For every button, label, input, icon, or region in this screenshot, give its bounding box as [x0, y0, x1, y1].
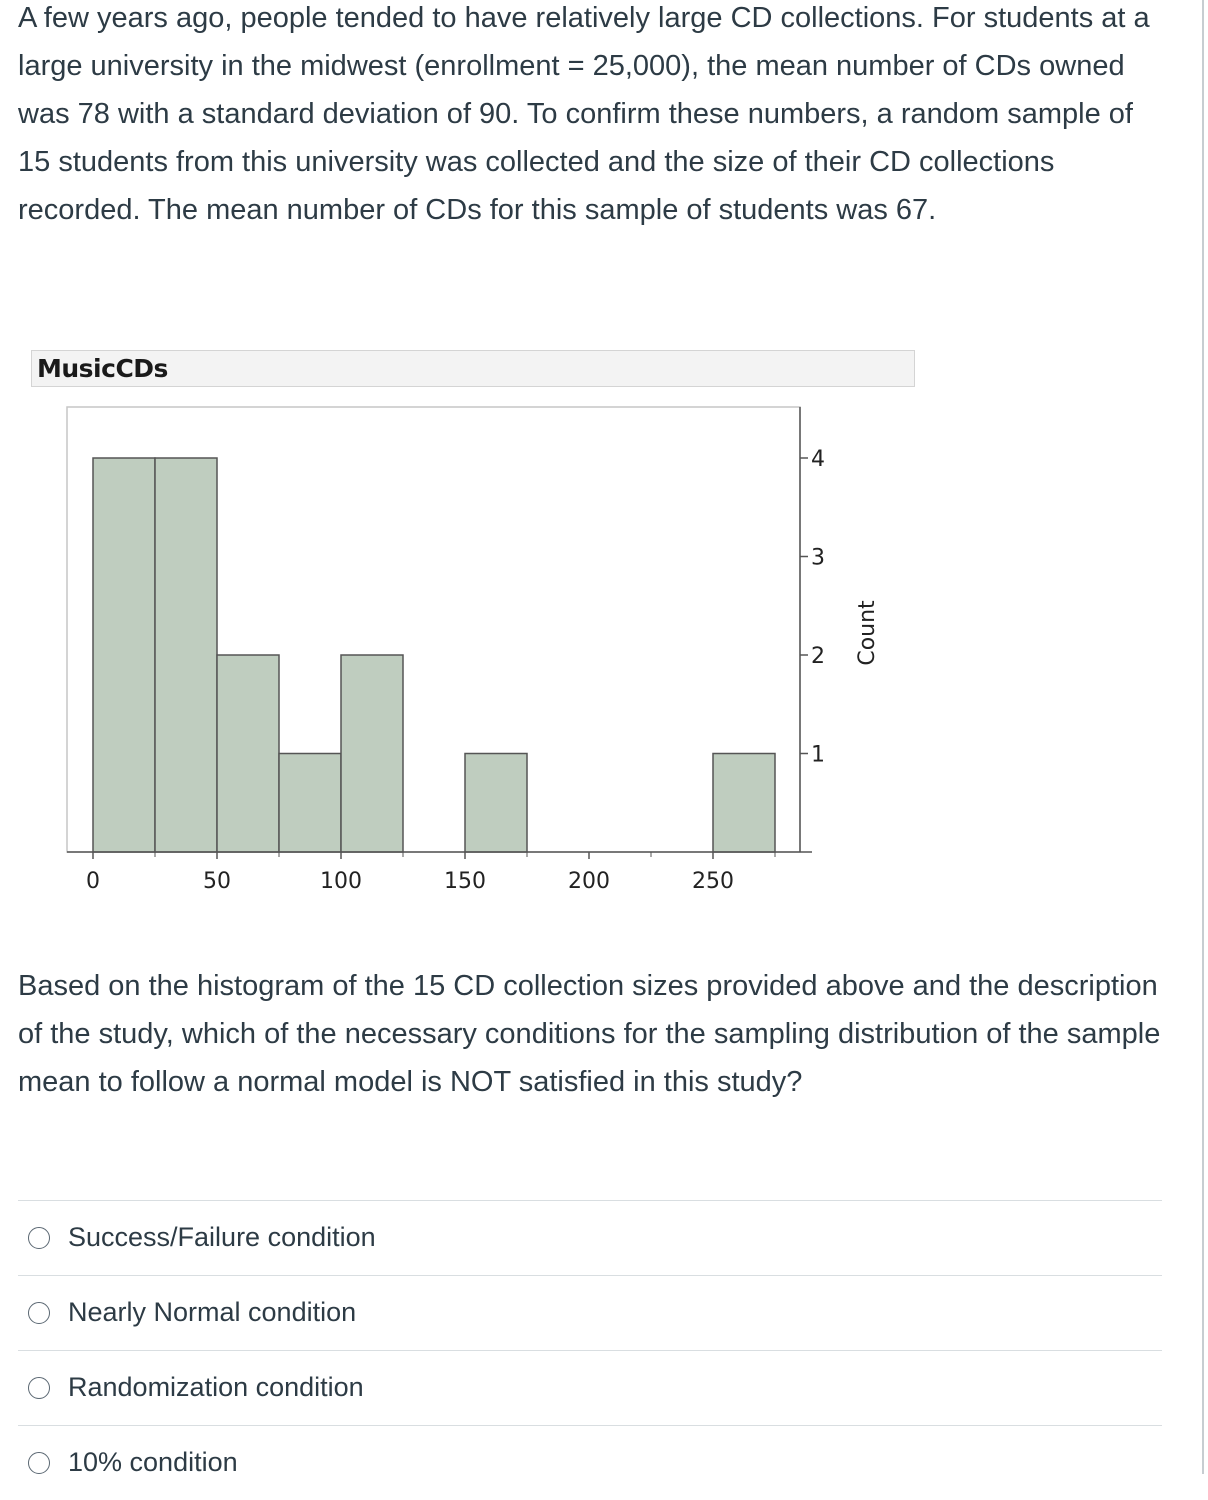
x-tick-label: 100 — [320, 869, 362, 894]
answer-label: Success/Failure condition — [68, 1222, 376, 1252]
histogram-bar — [279, 754, 341, 853]
y-tick-label: 4 — [811, 447, 825, 472]
answer-label: Nearly Normal condition — [68, 1297, 357, 1327]
radio-button[interactable] — [28, 1302, 50, 1324]
answer-option[interactable] — [18, 1425, 1162, 1500]
x-tick-label: 250 — [692, 869, 734, 894]
histogram-bar — [465, 754, 527, 853]
y-tick-label: 3 — [811, 545, 825, 571]
radio-button[interactable] — [28, 1377, 50, 1399]
answer-option[interactable] — [18, 1200, 1162, 1275]
histogram-bar — [713, 754, 775, 853]
x-tick-label: 150 — [444, 869, 486, 894]
y-tick-label: 2 — [811, 644, 825, 669]
y-axis-ticks — [800, 447, 825, 768]
answer-label: Randomization condition — [68, 1372, 364, 1402]
x-axis-ticks — [86, 852, 775, 894]
answer-option[interactable] — [18, 1350, 1162, 1425]
y-tick-label: 1 — [811, 742, 825, 768]
x-tick-label: 200 — [568, 869, 610, 894]
question-intro-text: A few years ago, people tended to have relatively large CD collections. For students at a large university in the midwest (enrollment = 25,000), the mean number of CDs owned was 78 with a standard deviation of 90. To confirm these numbers, a random sample of 15 students from this university was collected and the size of their CD collections recorded. The mean number of CDs for this sample of students was 67. — [18, 2, 1150, 226]
answer-choices — [18, 1200, 1162, 1500]
chart-header-label: MusicCDs — [37, 354, 168, 383]
answer-option[interactable] — [18, 1275, 1162, 1350]
y-axis-title: Count — [855, 600, 880, 666]
x-tick-label: 0 — [86, 869, 100, 894]
radio-button[interactable] — [28, 1227, 50, 1249]
histogram-bar — [93, 458, 155, 852]
question-prompt-text: Based on the histogram of the 15 CD collection sizes provided above and the description of the study, which of the necessary conditions for the sampling distribution of the sample mean to follow a normal model is NOT satisfied in this study? — [18, 970, 1161, 1098]
answer-label: 10% condition — [68, 1447, 238, 1477]
radio-button[interactable] — [28, 1452, 50, 1474]
x-tick-label: 50 — [203, 869, 231, 894]
histogram-bar — [341, 655, 403, 852]
histogram-bar — [217, 655, 279, 852]
histogram-bar — [155, 458, 217, 852]
